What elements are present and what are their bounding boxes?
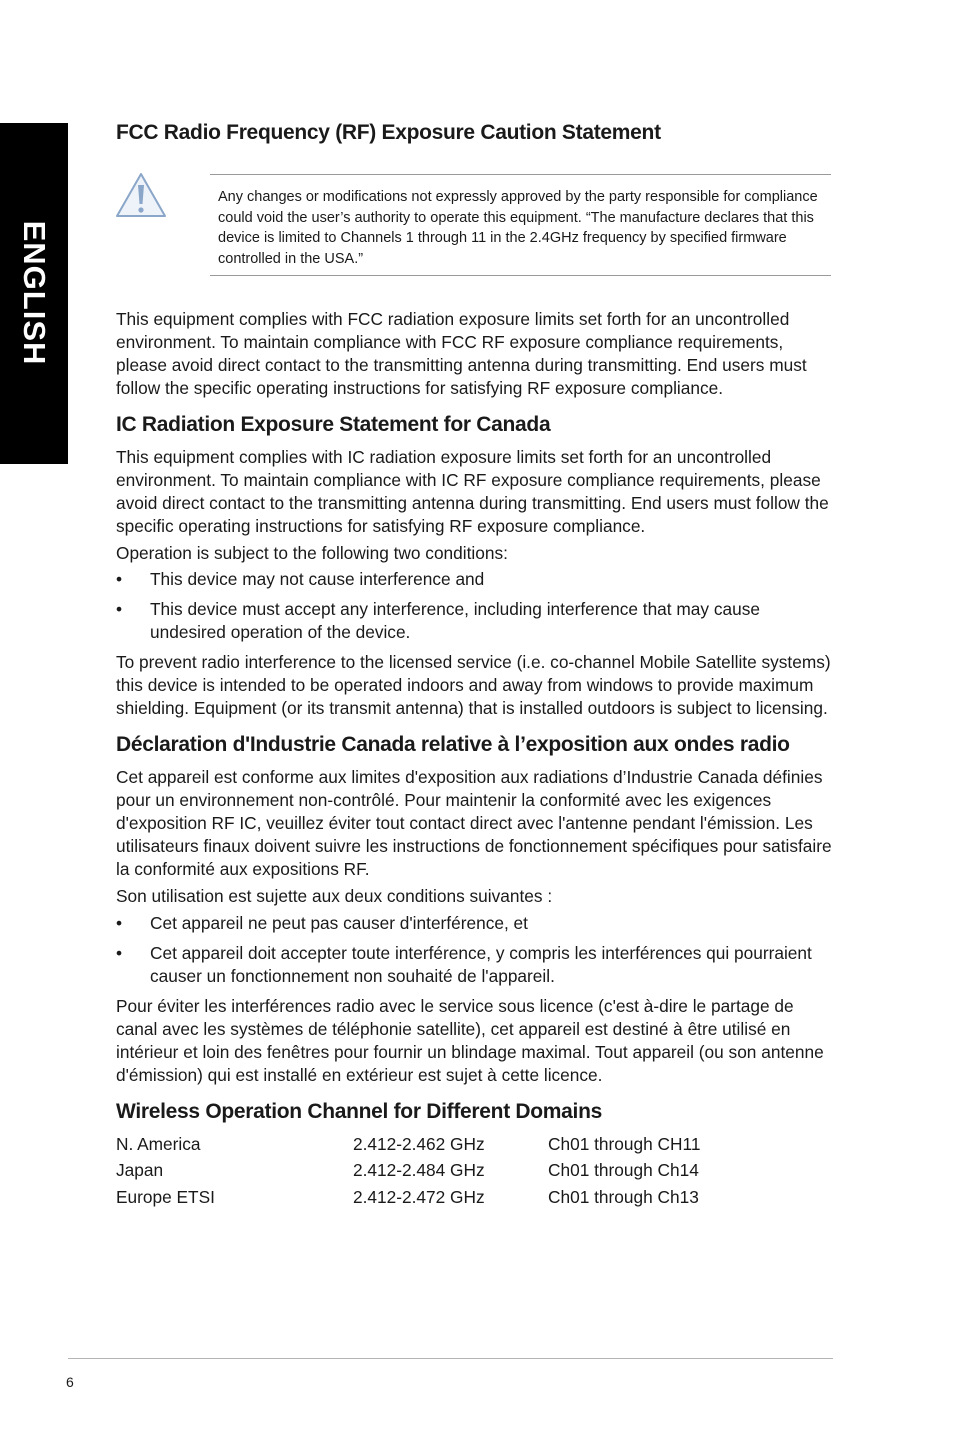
ic-closing-paragraph: To prevent radio interference to the licensed service (i.e. co-channel Mobile Satellite systems) this device is intended to be operated indoors and away from windows to provide maximum shielding. Equipment (or its transmit antenna) that is installed outdoors is subject to licensing. bbox=[116, 652, 831, 718]
caution-box bbox=[210, 174, 831, 276]
ic-conditions-intro: Operation is subject to the following two conditions: bbox=[116, 543, 508, 563]
caution-text: Any changes or modifications not expressly approved by the party responsible for compliance could void the user’s authority to operate this equipment. “The manufacture declares that this device is limited to Channels 1 through 11 in the 2.4GHz frequency by specified firmware controlled in the USA.” bbox=[218, 189, 818, 267]
ic-heading: IC Radiation Exposure Statement for Canada bbox=[116, 413, 551, 436]
warning-triangle-icon bbox=[114, 170, 168, 220]
bullet-icon: • bbox=[116, 943, 123, 963]
fr-closing-paragraph: Pour éviter les interférences radio avec le service sous licence (c'est à-dire le partage de canal avec les systèmes de téléphonie satellite), cet appareil est destiné à être utilisé en intérieur et loin des fenêtres pour fournir un blindage maximal. Tout appareil (ou son antenne d'émission) qui est installé en extérieur est sujet à cette licence. bbox=[116, 996, 824, 1085]
list-item-text: This device may not cause interference and bbox=[150, 569, 485, 589]
frequency-cell: 2.412-2.462 GHz bbox=[353, 1134, 485, 1154]
region-cell: Japan bbox=[116, 1160, 164, 1180]
region-cell: Europe ETSI bbox=[116, 1187, 215, 1207]
channels-heading: Wireless Operation Channel for Different Domains bbox=[116, 1100, 603, 1123]
bullet-icon: • bbox=[116, 913, 123, 933]
bullet-icon: • bbox=[116, 599, 123, 619]
language-tab-label: ENGLISH bbox=[17, 220, 52, 366]
bullet-icon: • bbox=[116, 569, 123, 589]
fr-heading: Déclaration d'Industrie Canada relative à l’exposition aux ondes radio bbox=[116, 733, 790, 756]
channels-cell: Ch01 through CH11 bbox=[548, 1134, 701, 1154]
channels-cell: Ch01 through Ch13 bbox=[548, 1187, 699, 1207]
page-number: 6 bbox=[66, 1374, 74, 1390]
fr-conditions-intro: Son utilisation est sujette aux deux conditions suivantes : bbox=[116, 886, 553, 906]
list-item-text: This device must accept any interference, including interference that may cause undesired operation of the device. bbox=[150, 599, 760, 642]
ic-body-paragraph: This equipment complies with IC radiation exposure limits set forth for an uncontrolled environment. To maintain compliance with IC RF exposure compliance requirements, please avoid direct contact to the transmitting antenna during transmitting. End users must follow the specific operating instructions for satisfying RF exposure compliance. bbox=[116, 447, 829, 536]
fcc-body-paragraph: This equipment complies with FCC radiation exposure limits set forth for an uncontrolled environment. To maintain compliance with FCC RF exposure compliance requirements, please avoid direct contact to the transmitting antenna during transmitting. End users must follow the specific operating instructions for satisfying RF exposure compliance. bbox=[116, 309, 807, 398]
list-item-text: Cet appareil doit accepter toute interférence, y compris les interférences qui pourraient causer un fonctionnement non souhaité de l'appareil. bbox=[150, 943, 812, 986]
fr-body-paragraph: Cet appareil est conforme aux limites d'exposition aux radiations d’Industrie Canada définies pour un environnement non-contrôlé. Pour maintenir la conformité avec les exigences d'exposition RF IC, veuillez éviter tout contact direct avec l'antenne pendant l'émission. Les utilisateurs finaux doivent suivre les instructions de fonctionnement spécifiques pour satisfaire la conformité aux expositions RF. bbox=[116, 767, 832, 879]
region-cell: N. America bbox=[116, 1134, 201, 1154]
table-row bbox=[116, 1159, 836, 1185]
footer-divider bbox=[68, 1358, 833, 1359]
channels-cell: Ch01 through Ch14 bbox=[548, 1160, 699, 1180]
list-item-text: Cet appareil ne peut pas causer d'interférence, et bbox=[150, 913, 528, 933]
frequency-cell: 2.412-2.472 GHz bbox=[353, 1187, 485, 1207]
table-row bbox=[116, 1186, 836, 1212]
fcc-heading: FCC Radio Frequency (RF) Exposure Caution Statement bbox=[116, 121, 661, 144]
language-side-tab bbox=[0, 123, 68, 464]
table-row bbox=[116, 1133, 836, 1159]
frequency-cell: 2.412-2.484 GHz bbox=[353, 1160, 485, 1180]
